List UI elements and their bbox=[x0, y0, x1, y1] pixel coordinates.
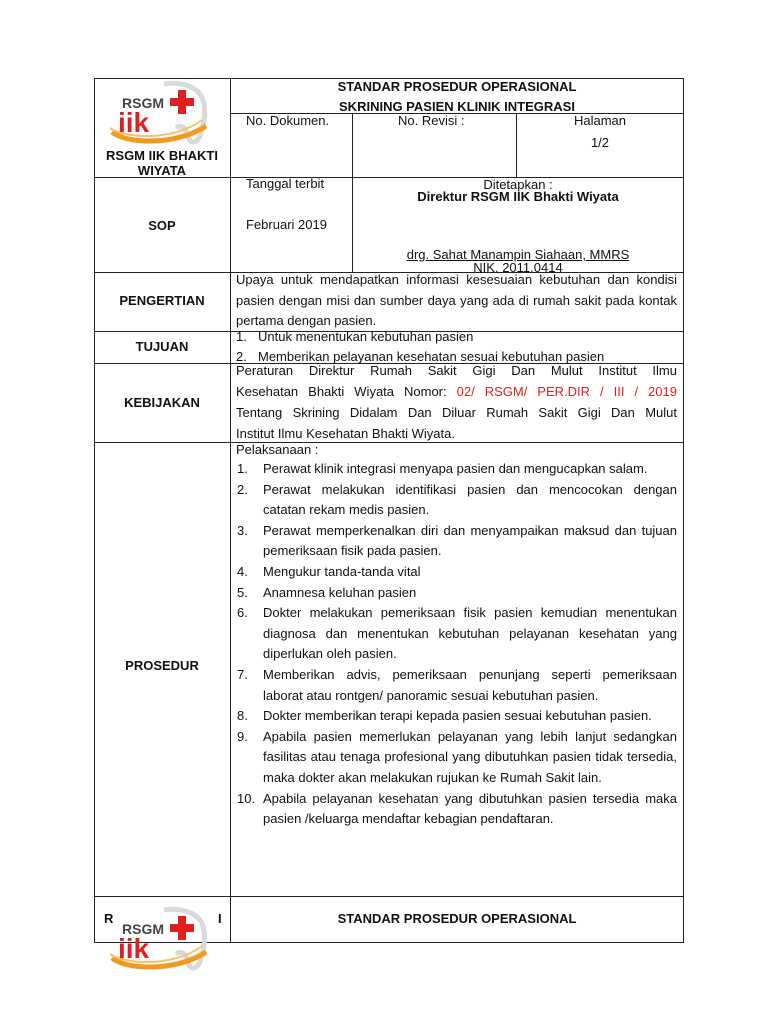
tujuan-item-2-text: Memberikan pelayanan kesehatan sesuai kebutuhan pasien bbox=[258, 349, 605, 364]
prosedur-item bbox=[237, 521, 677, 562]
kebijakan-label: KEBIJAKAN bbox=[124, 395, 200, 410]
table-border-left bbox=[94, 78, 95, 943]
prosedur-item-text: Perawat memperkenalkan diri dan menyampaikan maksud dan tujuan pemeriksaan fisik pada pasien. bbox=[263, 522, 677, 559]
prosedur-item-number: 10. bbox=[237, 790, 256, 806]
title-skrining: SKRINING PASIEN KLINIK INTEGRASI bbox=[339, 99, 575, 114]
signatory-nik: NIK. 2011.0414 bbox=[473, 260, 563, 275]
kebijakan-line-1: Peraturan Direktur Rumah Sakit Gigi Dan Mulut Institut Ilmu bbox=[236, 363, 677, 378]
footer-left-r: R bbox=[104, 911, 114, 926]
tujuan-item-2-num: 2. bbox=[236, 349, 247, 364]
direktur-title: Direktur RSGM IIK Bhakti Wiyata bbox=[417, 189, 619, 204]
prosedur-item-number: 3. bbox=[237, 522, 248, 538]
footer-title: STANDAR PROSEDUR OPERASIONAL bbox=[337, 911, 577, 926]
prosedur-label: PROSEDUR bbox=[125, 658, 199, 673]
kebijakan-line-2-pre: Kesehatan Bhakti Wiyata Nomor: bbox=[236, 384, 447, 399]
logo-rsgm-text: RSGM bbox=[122, 921, 164, 937]
prosedur-item-number: 9. bbox=[237, 728, 248, 744]
prosedur-item-text: Memberikan advis, pemeriksaan penunjang seperti pemeriksaan laborat atau rontgen/ panoramic sesuai kebutuhan pasien. bbox=[263, 666, 677, 703]
sop-label: SOP bbox=[148, 218, 176, 233]
tujuan-item-1-text: Untuk menentukan kebutuhan pasien bbox=[258, 329, 474, 344]
row-divider bbox=[94, 896, 684, 897]
prosedur-item bbox=[237, 583, 677, 604]
prosedur-item-text: Anamnesa keluhan pasien bbox=[263, 584, 417, 600]
logo-rsgm-text: RSGM bbox=[122, 95, 164, 111]
rsgm-iik-logo bbox=[106, 80, 216, 148]
prosedur-item-number: 2. bbox=[237, 481, 248, 497]
prosedur-item bbox=[237, 706, 677, 727]
no-dokumen-label: No. Dokumen. bbox=[246, 113, 330, 128]
pengertian-label: PENGERTIAN bbox=[119, 293, 205, 308]
column-divider bbox=[230, 78, 231, 943]
prosedur-item-text: Dokter melakukan pemeriksaan fisik pasien kemudian menentukan diagnosa dan menentukan kebutuhan pelayanan kesehatan yang diperlukan oleh pasien. bbox=[263, 605, 677, 662]
prosedur-item bbox=[237, 562, 677, 583]
pengertian-text: Upaya untuk mendapatkan informasi kesesuaian kebutuhan dan kondisi pasien dengan misi dan sumber daya yang ada di rumah sakit pada kontak pertama dengan pasien. bbox=[236, 272, 677, 329]
prosedur-item-text: Perawat klinik integrasi menyapa pasien dan mengucapkan salam. bbox=[263, 461, 648, 476]
table-border-right bbox=[683, 78, 684, 943]
prosedur-item-number: 8. bbox=[237, 708, 248, 724]
kebijakan-line-3: Tentang Skrining Didalam Dan Diluar Rumah Sakit Gigi Dan Mulut bbox=[236, 405, 677, 420]
tanggal-terbit-value: Februari 2019 bbox=[246, 217, 327, 232]
tanggal-terbit-label: Tanggal terbit bbox=[246, 176, 325, 191]
org-name: RSGM IIK BHAKTI WIYATA bbox=[106, 148, 218, 178]
signatory-name: drg. Sahat Manampin Siahaan, MMRS bbox=[406, 247, 630, 262]
prosedur-item bbox=[237, 459, 677, 480]
no-revisi-label: No. Revisi : bbox=[398, 113, 465, 128]
prosedur-item-number: 1. bbox=[237, 461, 248, 476]
footer-left-i: I bbox=[218, 911, 222, 926]
tujuan-label: TUJUAN bbox=[135, 339, 189, 354]
prosedur-list bbox=[237, 459, 677, 830]
prosedur-item-number: 4. bbox=[237, 563, 248, 579]
tujuan-item-1-num: 1. bbox=[236, 329, 247, 344]
prosedur-item-text: Apabila pelayanan kesehatan yang dibutuhkan pasien tersedia maka pasien /keluarga mendaftar kebagian pendaftaran. bbox=[263, 790, 677, 827]
rsgm-iik-logo-footer bbox=[106, 906, 216, 974]
kebijakan-line-4: Institut Ilmu Kesehatan Bhakti Wiyata. bbox=[236, 426, 455, 441]
regulation-number: 02/ RSGM/ PER.DIR / III / 2019 bbox=[456, 384, 677, 399]
ditetapkan-label: Ditetapkan : bbox=[483, 177, 553, 192]
title-sop: STANDAR PROSEDUR OPERASIONAL bbox=[337, 79, 577, 94]
prosedur-item bbox=[237, 665, 677, 706]
prosedur-item-number: 6. bbox=[237, 605, 248, 621]
prosedur-item-text: Apabila pasien memerlukan pelayanan yang lebih lanjut sedangkan fasilitas atau tenaga profesional yang dibutuhkan pasien tidak tersedia, maka dokter akan melakukan rujukan ke Rumah Sakit lain. bbox=[263, 728, 677, 785]
logo-iik-text: iik bbox=[118, 933, 150, 964]
prosedur-item-text: Dokter memberikan terapi kepada pasien sesuai kebutuhan pasien. bbox=[263, 708, 652, 724]
prosedur-item bbox=[237, 727, 677, 789]
prosedur-item-text: Mengukur tanda-tanda vital bbox=[263, 563, 421, 579]
prosedur-item bbox=[237, 789, 677, 830]
prosedur-item-number: 7. bbox=[237, 666, 248, 682]
prosedur-item bbox=[237, 603, 677, 665]
prosedur-intro: Pelaksanaan : bbox=[236, 442, 319, 457]
prosedur-item-text: Perawat melakukan identifikasi pasien dan mencocokan dengan catatan rekam medis pasien. bbox=[263, 481, 677, 518]
prosedur-item-number: 5. bbox=[237, 584, 248, 600]
halaman-label: Halaman bbox=[573, 113, 627, 128]
logo-iik-text: iik bbox=[118, 107, 150, 138]
kebijakan-line-2 bbox=[236, 382, 677, 403]
halaman-value: 1/2 bbox=[590, 135, 610, 150]
prosedur-item bbox=[237, 480, 677, 521]
